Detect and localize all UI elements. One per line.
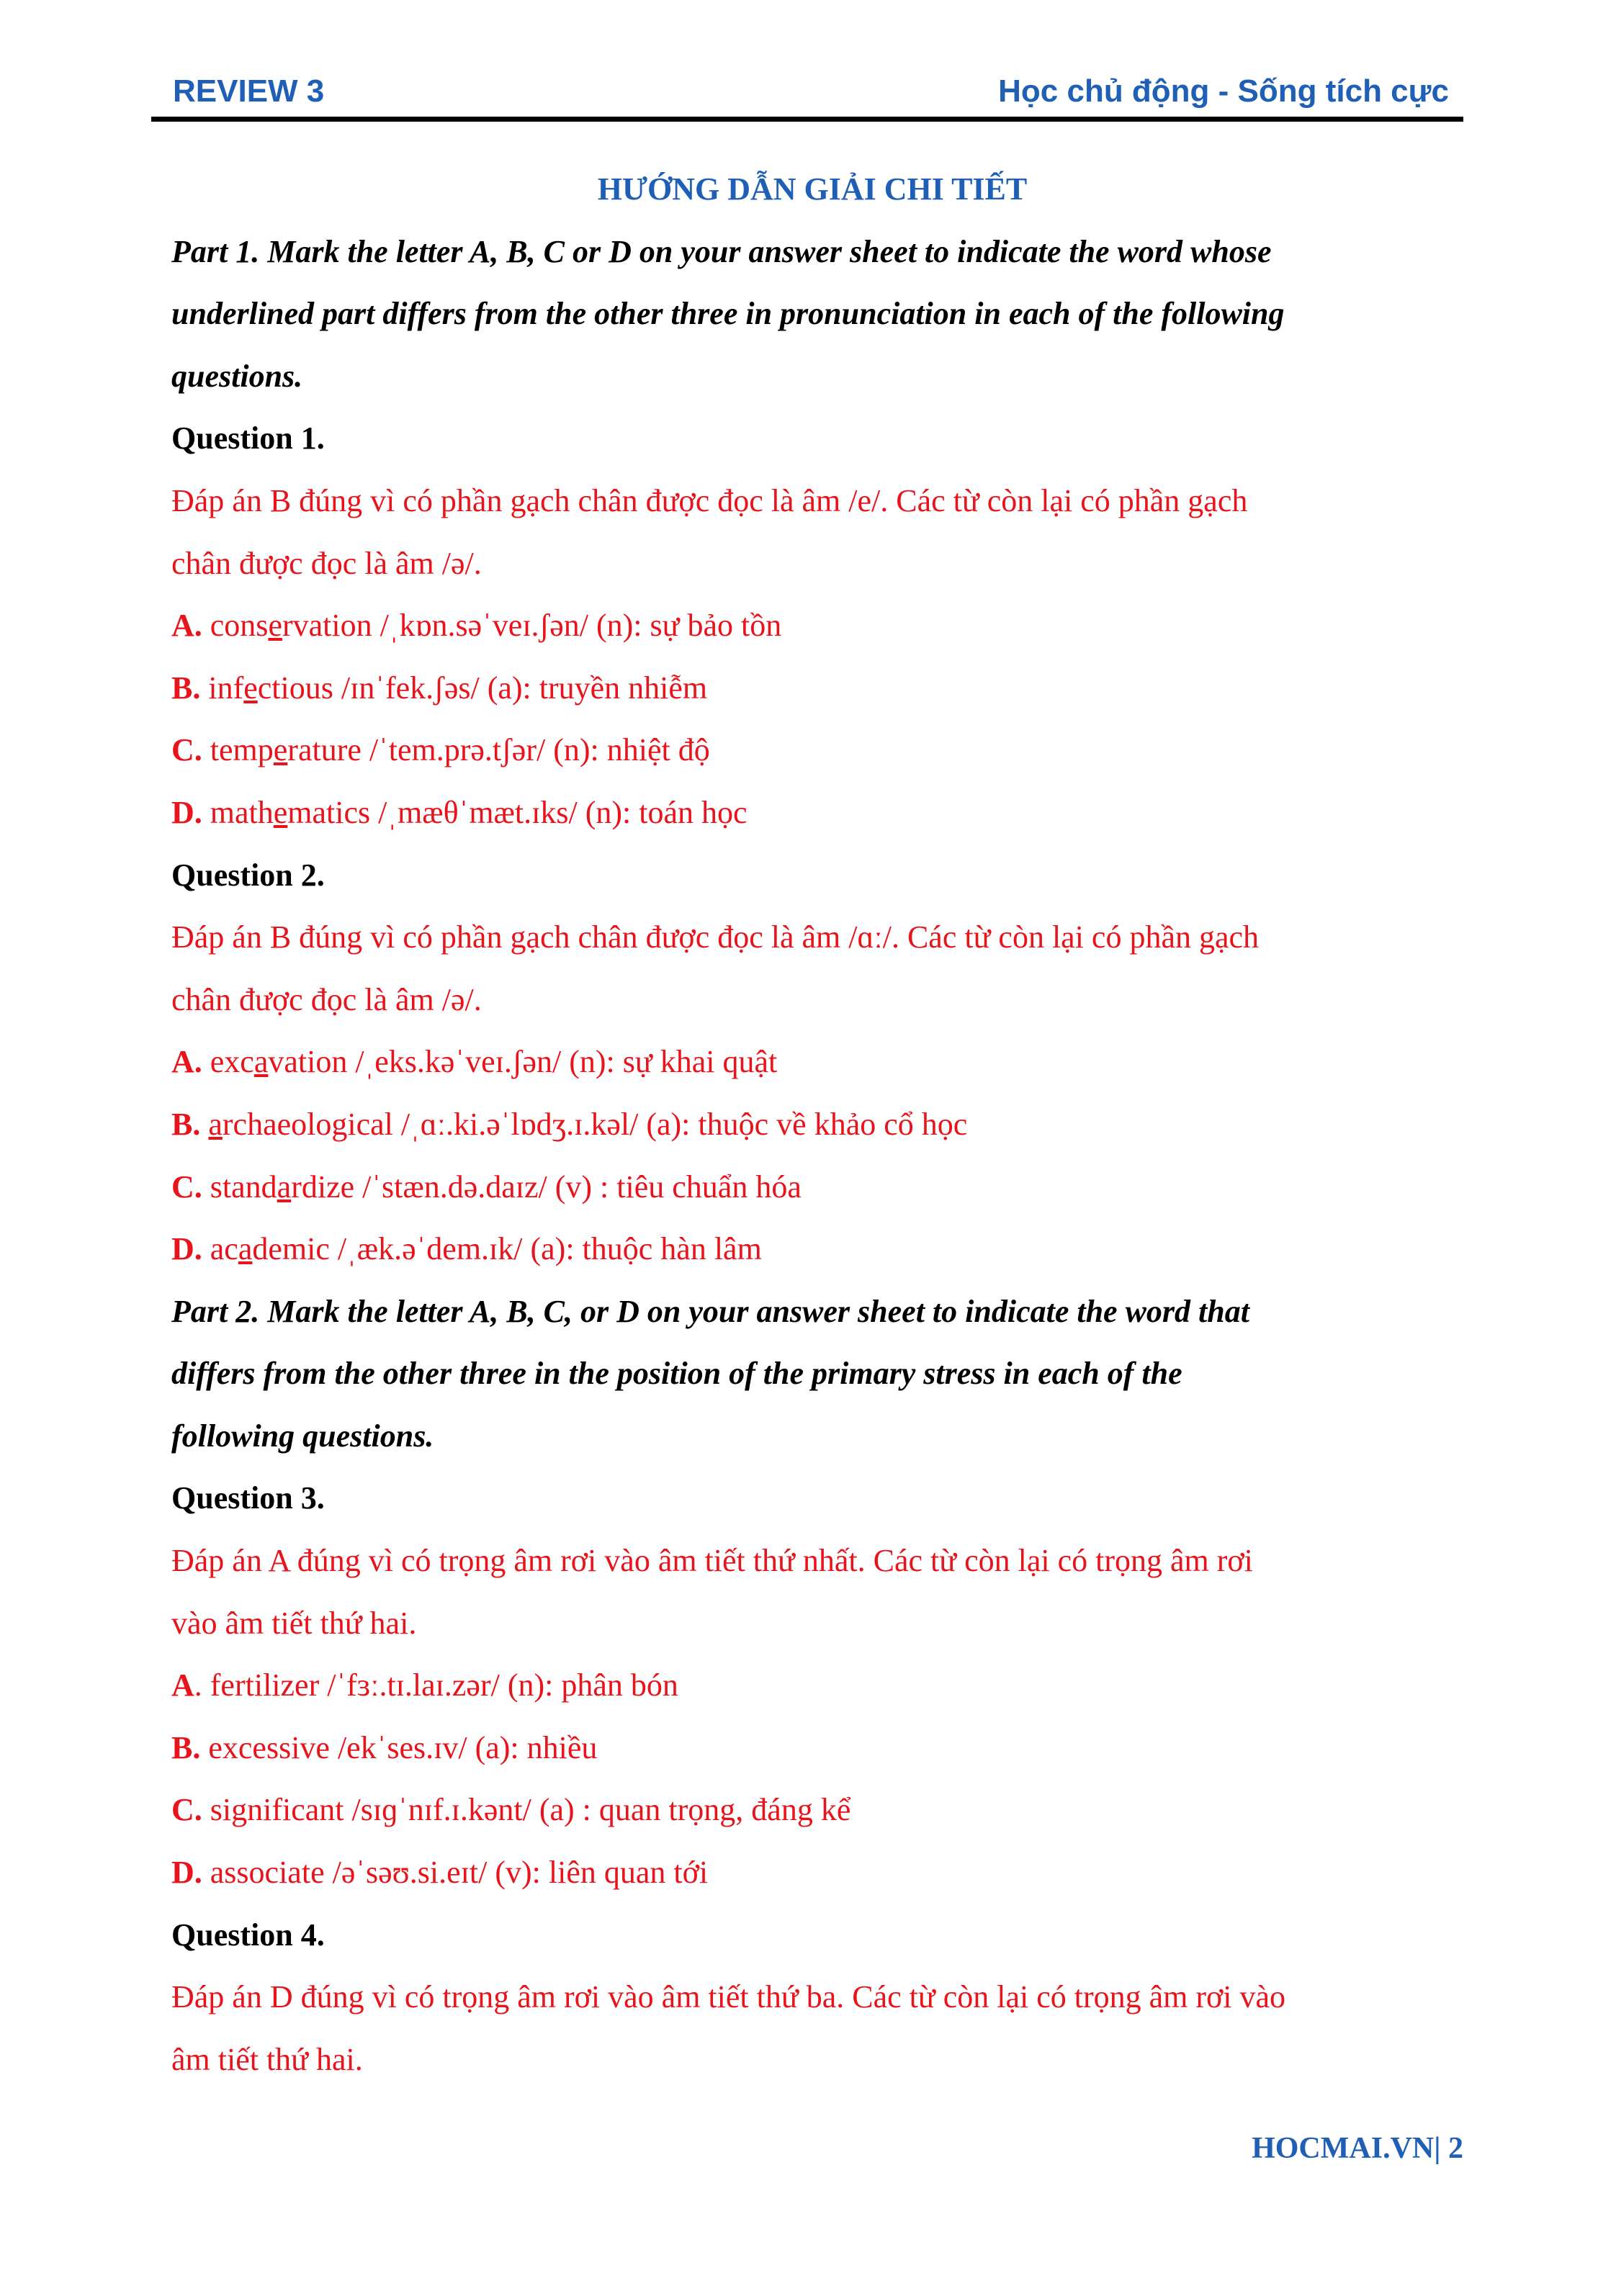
explanation-line: Đáp án B đúng vì có phần gạch chân được đọc là âm /ɑː/. Các từ còn lại có phần gạch xyxy=(171,919,1260,955)
page-footer: HOCMAI.VN| 2 xyxy=(1252,2132,1463,2165)
explanation-line: chân được đọc là âm /ə/. xyxy=(171,545,482,581)
explanation-line: chân được đọc là âm /ə/. xyxy=(171,981,482,1017)
answer-option: D. associate /əˈsəʊ.si.eɪt/ (v): liên quan tới xyxy=(171,1855,709,1891)
option-letter: C. xyxy=(171,732,202,768)
question-title: Question 2. xyxy=(171,857,325,893)
question-title: Question 3. xyxy=(171,1480,325,1516)
header-slogan: Học chủ động - Sống tích cực xyxy=(998,73,1449,109)
underlined-part: e xyxy=(273,794,288,830)
option-letter: B. xyxy=(171,670,201,706)
underlined-part: a xyxy=(253,1044,269,1080)
answer-option: A. fertilizer /ˈfɜː.tɪ.laɪ.zər/ (n): phân bón xyxy=(171,1667,678,1703)
underlined-part: a xyxy=(208,1106,223,1142)
header-review-label: REVIEW 3 xyxy=(173,73,325,109)
option-letter: A xyxy=(171,1667,194,1703)
answer-option: D. mathematics /ˌmæθˈmæt.ɪks/ (n): toán học xyxy=(171,794,748,830)
explanation-line: âm tiết thứ hai. xyxy=(171,2041,363,2077)
part2-instruction-line: following questions. xyxy=(171,1418,434,1454)
answer-option: B. excessive /ekˈses.ɪv/ (a): nhiều xyxy=(171,1729,598,1765)
page-header xyxy=(151,72,1463,122)
underlined-part: e xyxy=(243,670,258,706)
option-letter: A. xyxy=(171,608,202,644)
part1-instruction-line: Part 1. Mark the letter A, B, C or D on your answer sheet to indicate the word whose xyxy=(171,233,1272,269)
part2-instruction-line: Part 2. Mark the letter A, B, C, or D on your answer sheet to indicate the word that xyxy=(171,1293,1249,1329)
answer-option: C. temperature /ˈtem.prə.tʃər/ (n): nhiệt độ xyxy=(171,732,710,768)
question-title: Question 1. xyxy=(171,420,325,456)
answer-option: C. significant /sɪɡˈnɪf.ɪ.kənt/ (a) : quan trọng, đáng kể xyxy=(171,1792,851,1828)
option-letter: B. xyxy=(171,1729,201,1765)
header-divider xyxy=(151,117,1463,122)
answer-option: B. archaeological /ˌɑː.ki.əˈlɒdʒ.ɪ.kəl/ (a): thuộc về khảo cổ học xyxy=(171,1106,968,1142)
answer-option: A. conservation /ˌkɒn.səˈveɪ.ʃən/ (n): sự bảo tồn xyxy=(171,608,782,644)
option-letter: C. xyxy=(171,1792,202,1828)
page-title: HƯỚNG DẪN GIẢI CHI TIẾT xyxy=(597,171,1028,207)
answer-option: C. standardize /ˈstæn.də.daɪz/ (v) : tiêu chuẩn hóa xyxy=(171,1169,802,1205)
underlined-part: a xyxy=(277,1169,292,1205)
answer-option: D. academic /ˌæk.əˈdem.ɪk/ (a): thuộc hàn lâm xyxy=(171,1231,762,1267)
question-title: Question 4. xyxy=(171,1917,325,1953)
explanation-line: vào âm tiết thứ hai. xyxy=(171,1605,417,1641)
explanation-line: Đáp án A đúng vì có trọng âm rơi vào âm tiết thứ nhất. Các từ còn lại có trọng âm rơi xyxy=(171,1543,1253,1579)
document-body xyxy=(171,158,1453,2091)
part1-instruction-line: questions. xyxy=(171,358,303,394)
option-letter: B. xyxy=(171,1106,201,1142)
option-letter: A. xyxy=(171,1044,202,1080)
option-letter: D. xyxy=(171,1855,202,1891)
explanation-line: Đáp án D đúng vì có trọng âm rơi vào âm tiết thứ ba. Các từ còn lại có trọng âm rơi vào xyxy=(171,1979,1286,2015)
option-letter: D. xyxy=(171,794,202,830)
underlined-part: e xyxy=(273,732,288,768)
underlined-part: a xyxy=(238,1231,253,1267)
option-letter: C. xyxy=(171,1169,202,1205)
option-letter: D. xyxy=(171,1231,202,1267)
answer-option: B. infectious /ɪnˈfek.ʃəs/ (a): truyền nhiễm xyxy=(171,670,708,706)
part2-instruction-line: differs from the other three in the position of the primary stress in each of the xyxy=(171,1356,1182,1392)
answer-option: A. excavation /ˌeks.kəˈveɪ.ʃən/ (n): sự khai quật xyxy=(171,1044,778,1080)
explanation-line: Đáp án B đúng vì có phần gạch chân được đọc là âm /e/. Các từ còn lại có phần gạch xyxy=(171,482,1248,518)
part1-instruction-line: underlined part differs from the other three in pronunciation in each of the following xyxy=(171,296,1285,332)
underlined-part: e xyxy=(268,608,282,644)
